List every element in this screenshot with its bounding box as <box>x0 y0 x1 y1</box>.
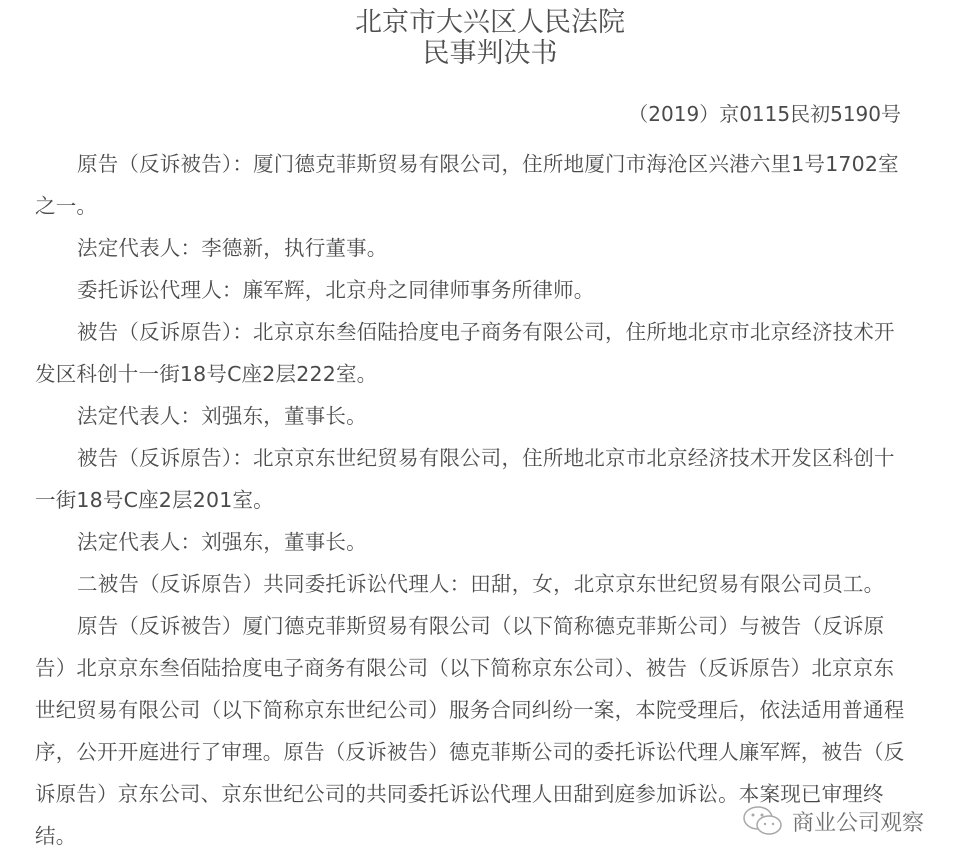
paragraph-line: 被告（反诉原告）：北京京东世纪贸易有限公司，住所地北京市北京经济技术开发区科创十 <box>77 446 895 470</box>
paragraph <box>35 524 950 566</box>
paragraph-line: 世纪贸易有限公司（以下简称京东世纪公司）服务合同纠纷一案，本院受理后，依法适用普通程 <box>35 698 905 722</box>
paragraph <box>35 272 950 314</box>
document-type: 民事判决书 <box>422 38 558 69</box>
paragraph <box>35 440 950 524</box>
paragraph-line: 法定代表人：刘强东，董事长。 <box>77 404 367 428</box>
paragraph-line: 之一。 <box>35 194 98 218</box>
watermark-text: 商业公司观察 <box>792 810 925 836</box>
paragraph <box>35 146 950 230</box>
paragraph-line: 结。 <box>35 824 77 848</box>
watermark <box>742 804 924 838</box>
paragraph-line: 诉原告）京东公司、京东世纪公司的共同委托诉讼代理人田甜到庭参加诉讼。本案现已审理终 <box>35 782 884 806</box>
wechat-icon <box>742 804 784 838</box>
case-number: （2019）京0115民初5190号 <box>628 102 901 126</box>
document-body <box>35 146 950 860</box>
paragraph-line: 原告（反诉被告）：厦门德克菲斯贸易有限公司，住所地厦门市海沧区兴港六里1号1702室 <box>77 152 899 176</box>
paragraph-line: 委托诉讼代理人：廉军辉，北京舟之同律师事务所律师。 <box>77 278 595 302</box>
paragraph-line: 法定代表人：李德新，执行董事。 <box>77 236 388 260</box>
paragraph-line: 序，公开开庭进行了审理。原告（反诉被告）德克菲斯公司的委托诉讼代理人廉军辉，被告（反 <box>35 740 905 764</box>
paragraph <box>35 398 950 440</box>
paragraph <box>35 566 950 608</box>
court-name: 北京市大兴区人民法院 <box>355 7 625 38</box>
paragraph-line: 法定代表人：刘强东，董事长。 <box>77 530 367 554</box>
paragraph-line: 原告（反诉被告）厦门德克菲斯贸易有限公司（以下简称德克菲斯公司）与被告（反诉原 <box>77 614 885 638</box>
paragraph <box>35 314 950 398</box>
paragraph-line: 被告（反诉原告）：北京京东叁佰陆拾度电子商务有限公司，住所地北京市北京经济技术开 <box>77 320 895 344</box>
paragraph <box>35 230 950 272</box>
paragraph-line: 告）北京京东叁佰陆拾度电子商务有限公司（以下简称京东公司）、被告（反诉原告）北京京东 <box>35 656 895 680</box>
paragraph-line: 二被告（反诉原告）共同委托诉讼代理人：田甜，女，北京京东世纪贸易有限公司员工。 <box>77 572 885 596</box>
paragraph-line: 一街18号C座2层201室。 <box>35 488 274 512</box>
paragraph-line: 发区科创十一街18号C座2层222室。 <box>35 362 378 386</box>
